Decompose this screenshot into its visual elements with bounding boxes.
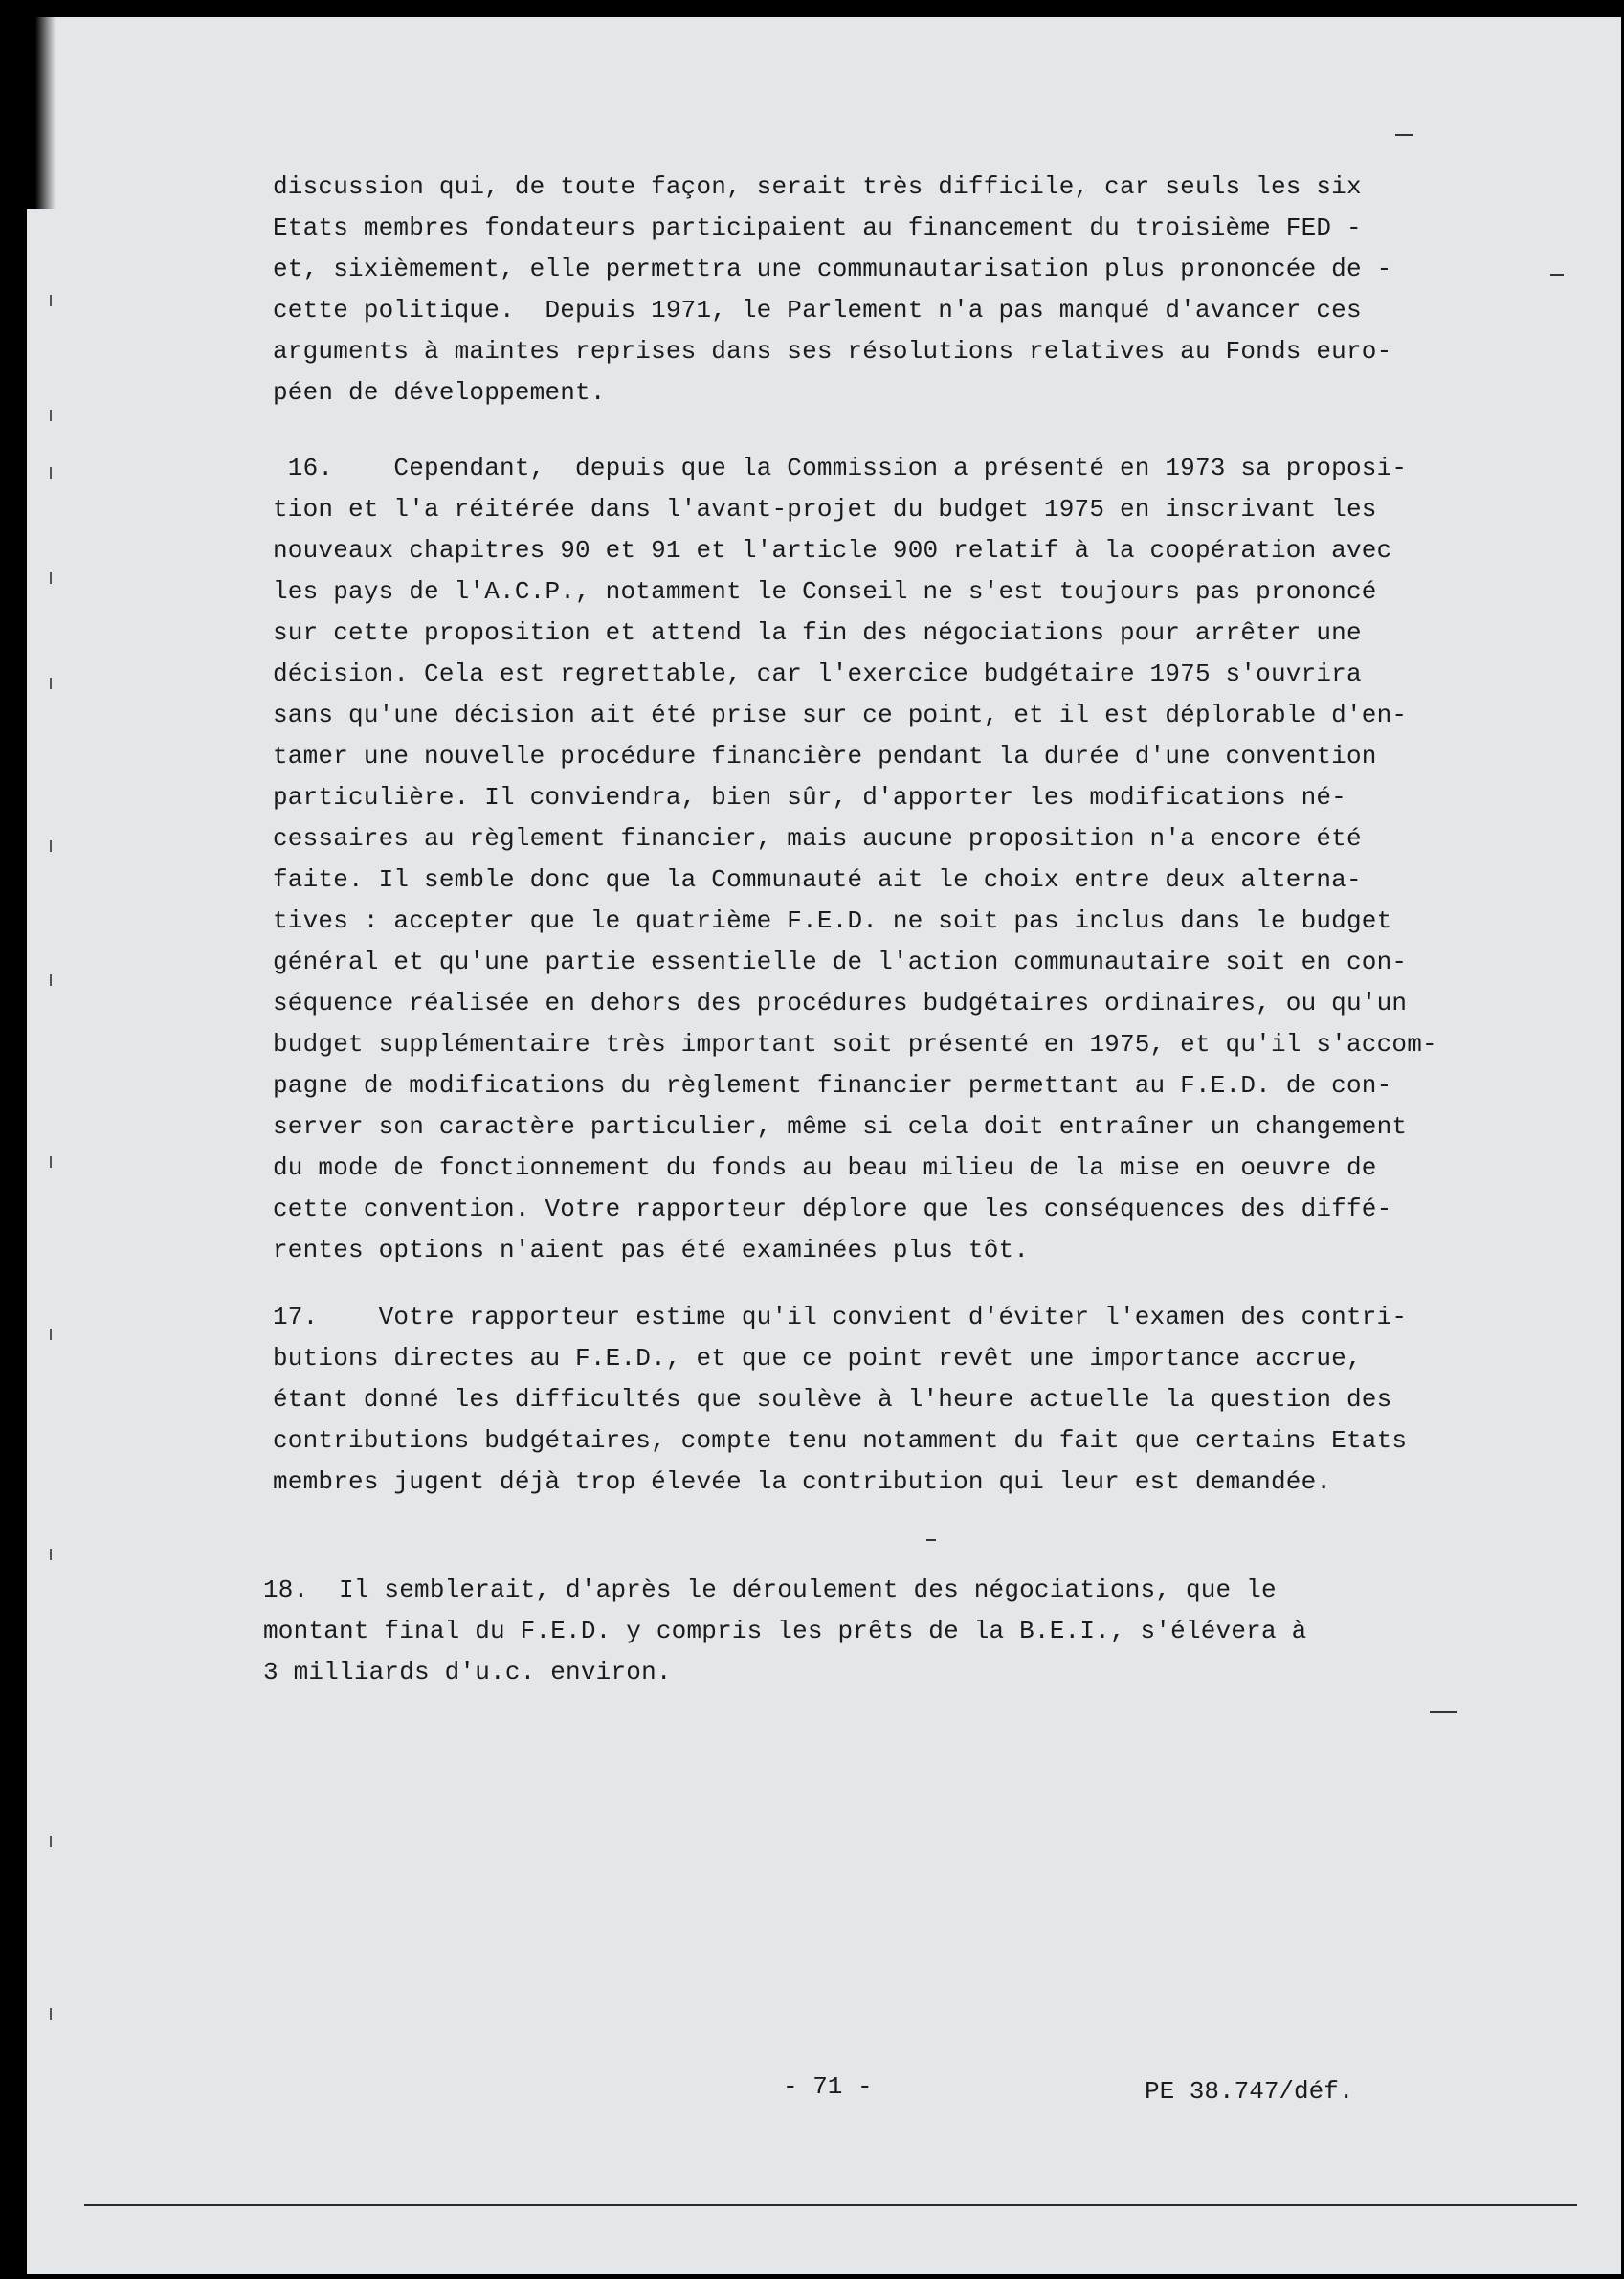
text-line: tion et l'a réitérée dans l'avant-projet du budget 1975 en inscrivant les — [273, 495, 1377, 524]
text-line: particulière. Il conviendra, bien sûr, d'apporter les modifications né- — [273, 783, 1346, 812]
text-line: séquence réalisée en dehors des procédures budgétaires ordinaires, ou qu'un — [273, 989, 1408, 1017]
text-line: les pays de l'A.C.P., notamment le Conseil ne s'est toujours pas prononcé — [273, 577, 1377, 606]
margin-mark — [50, 295, 52, 306]
margin-mark — [50, 410, 52, 421]
text-line: nouveaux chapitres 90 et 91 et l'article 900 relatif à la coopération avec — [273, 536, 1392, 565]
scanned-edge-shadow — [27, 17, 56, 209]
margin-mark — [50, 1156, 52, 1168]
text-line: server son caractère particulier, même si cela doit entraîner un changement — [273, 1112, 1408, 1141]
text-line: et, sixièmement, elle permettra une communautarisation plus prononcée de - — [273, 255, 1392, 283]
text-line: butions directes au F.E.D., et que ce point revêt une importance accrue, — [273, 1344, 1362, 1373]
margin-mark — [50, 1549, 52, 1560]
margin-mark — [50, 1836, 52, 1847]
text-line: arguments à maintes reprises dans ses résolutions relatives au Fonds euro- — [273, 337, 1392, 366]
text-line: cette politique. Depuis 1971, le Parlement n'a pas manqué d'avancer ces — [273, 296, 1362, 324]
text-line: cessaires au règlement financier, mais aucune proposition n'a encore été — [273, 824, 1362, 853]
text-line: cette convention. Votre rapporteur déplore que les conséquences des diffé- — [273, 1195, 1392, 1223]
text-line: contributions budgétaires, compte tenu notamment du fait que certains Etats — [273, 1426, 1408, 1455]
scan-speck — [926, 1539, 936, 1541]
text-line: tamer une nouvelle procédure financière pendant la durée d'une convention — [273, 742, 1377, 771]
margin-mark — [50, 1329, 52, 1340]
text-line: Etats membres fondateurs participaient au financement du troisième FED - — [273, 213, 1362, 242]
margin-mark — [50, 467, 52, 479]
text-line: 17. Votre rapporteur estime qu'il convient d'éviter l'examen des contri- — [273, 1303, 1408, 1331]
text-line: montant final du F.E.D. y compris les prêts de la B.E.I., s'élévera à — [263, 1617, 1307, 1645]
document-reference: PE 38.747/déf. — [1145, 2077, 1354, 2106]
text-line: discussion qui, de toute façon, serait très difficile, car seuls les six — [273, 172, 1362, 201]
bottom-rule — [84, 2204, 1577, 2206]
text-line: sur cette proposition et attend la fin des négociations pour arrêter une — [273, 618, 1362, 647]
scan-speck — [1395, 134, 1413, 136]
text-line: rentes options n'aient pas été examinées plus tôt. — [273, 1236, 1030, 1264]
text-line: sans qu'une décision ait été prise sur ce point, et il est déplorable d'en- — [273, 701, 1408, 729]
text-line: péen de développement. — [273, 378, 606, 407]
text-line: décision. Cela est regrettable, car l'exercice budgétaire 1975 s'ouvrira — [273, 659, 1362, 688]
text-line: général et qu'une partie essentielle de l'action communautaire soit en con- — [273, 948, 1408, 976]
page-number: - 71 - — [783, 2072, 873, 2101]
text-line: 16. Cependant, depuis que la Commission a présenté en 1973 sa proposi- — [273, 454, 1408, 482]
scan-speck — [1550, 274, 1564, 276]
margin-mark — [50, 572, 52, 584]
margin-mark — [50, 840, 52, 852]
text-line: 3 milliards d'u.c. environ. — [263, 1658, 672, 1687]
margin-mark — [50, 2008, 52, 2020]
text-line: faite. Il semble donc que la Communauté ait le choix entre deux alterna- — [273, 865, 1362, 894]
scan-speck — [1430, 1711, 1457, 1713]
text-line: tives : accepter que le quatrième F.E.D. ne soit pas inclus dans le budget — [273, 906, 1392, 935]
text-line: du mode de fonctionnement du fonds au beau milieu de la mise en oeuvre de — [273, 1153, 1377, 1182]
text-line: membres jugent déjà trop élevée la contribution qui leur est demandée. — [273, 1467, 1332, 1496]
margin-mark — [50, 678, 52, 689]
text-line: étant donné les difficultés que soulève à l'heure actuelle la question des — [273, 1385, 1392, 1414]
text-line: pagne de modifications du règlement financier permettant au F.E.D. de con- — [273, 1071, 1392, 1100]
document-page — [27, 17, 1621, 2274]
text-line: budget supplémentaire très important soit présenté en 1975, et qu'il s'accom- — [273, 1030, 1437, 1059]
margin-mark — [50, 974, 52, 986]
text-line: 18. Il semblerait, d'après le déroulement des négociations, que le — [263, 1575, 1277, 1604]
